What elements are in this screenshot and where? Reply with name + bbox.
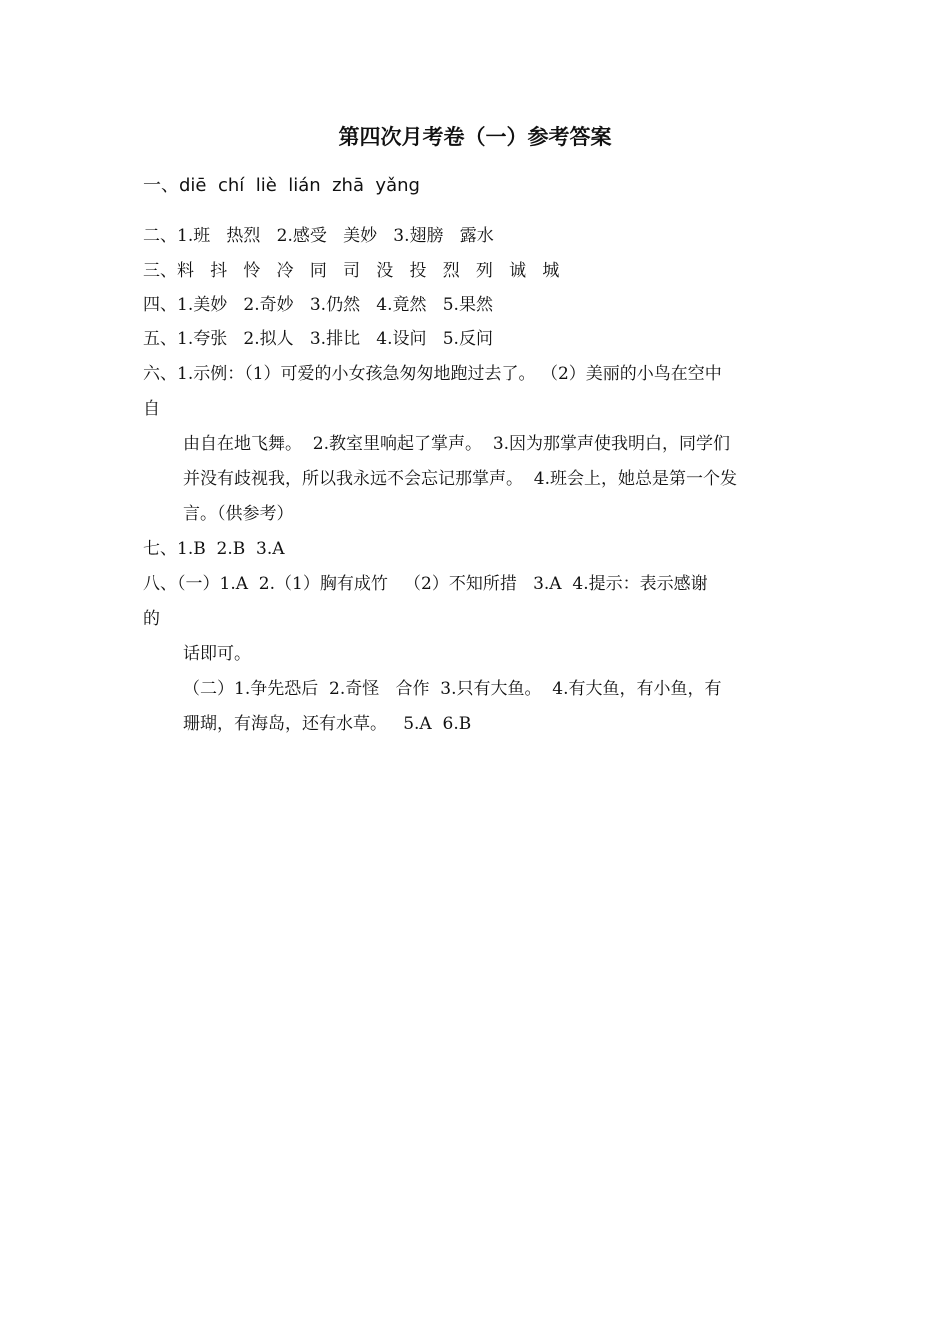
answer-section-5: 五、1.夸张 2.拟人 3.排比 4.设问 5.反问	[143, 329, 493, 349]
answer-section-6-line-5: 言。（供参考）	[183, 504, 294, 524]
answer-section-8-line-1: 八、（一）1.A 2.（1）胸有成竹 （2）不知所措 3.A 4.提示：表示感谢	[143, 574, 708, 594]
answer-section-6-line-4: 并没有歧视我，所以我永远不会忘记那掌声。 4.班会上，她总是第一个发	[183, 469, 738, 489]
answer-section-1: 一、diē chí liè lián zhā yǎng	[143, 175, 420, 196]
answer-section-8-line-5: 珊瑚，有海岛，还有水草。 5.A 6.B	[183, 714, 472, 734]
answer-section-6-line-2: 自	[143, 399, 160, 419]
answer-section-4: 四、1.美妙 2.奇妙 3.仍然 4.竟然 5.果然	[143, 295, 493, 315]
answer-section-6-line-3: 由自在地飞舞。 2.教室里响起了掌声。 3.因为那掌声使我明白，同学们	[183, 434, 731, 454]
answer-section-8-line-4: （二）1.争先恐后 2.奇怪 合作 3.只有大鱼。 4.有大鱼，有小鱼，有	[183, 679, 722, 699]
answer-section-6-line-1: 六、1.示例：（1）可爱的小女孩急匆匆地跑过去了。 （2）美丽的小鸟在空中	[143, 364, 722, 384]
answer-section-8-line-2: 的	[143, 609, 160, 629]
answer-section-3: 三、料 抖 怜 冷 同 司 没 投 烈 列 诚 城	[143, 261, 560, 281]
answer-section-2: 二、1.班 热烈 2.感受 美妙 3.翅膀 露水	[143, 226, 494, 246]
page-title: 第四次月考卷（一）参考答案	[338, 125, 612, 149]
answer-section-7: 七、1.B 2.B 3.A	[143, 539, 285, 559]
answer-section-8-line-3: 话即可。	[183, 644, 251, 664]
